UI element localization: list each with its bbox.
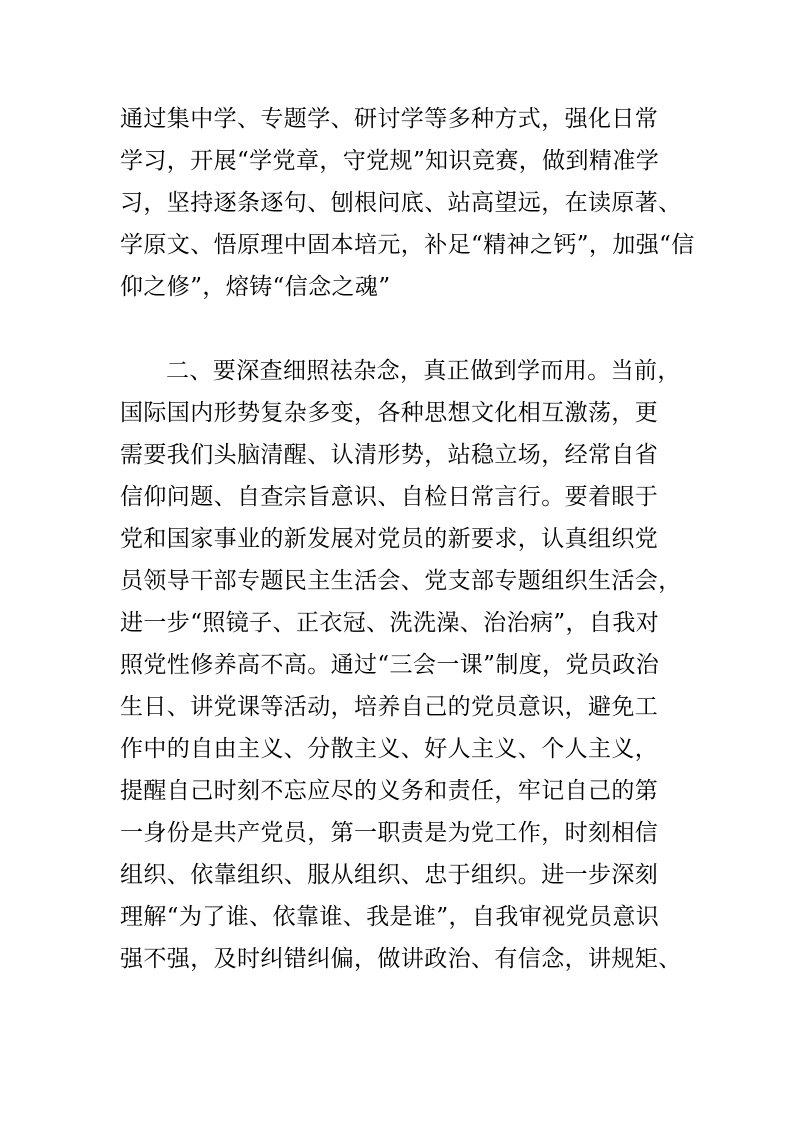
paragraph-line: 提醒自己时刻不忘应尽的义务和责任，牢记自己的第 bbox=[120, 778, 659, 804]
paragraph-line: 党和国家事业的新发展对党员的新要求，认真组织党 bbox=[120, 526, 659, 552]
paragraph-line: 需要我们头脑清醒、认清形势，站稳立场，经常自省 bbox=[120, 442, 659, 468]
paragraph-line: 仰之修”，熔铸“信念之魂” bbox=[120, 274, 391, 300]
paragraph-line: 通过集中学、专题学、研讨学等多种方式，强化日常 bbox=[120, 106, 659, 132]
paragraph-line: 习，坚持逐条逐句、刨根问底、站高望远，在读原著、 bbox=[120, 190, 682, 216]
paragraph-two bbox=[120, 350, 680, 980]
paragraph-line: 照党性修养高不高。通过“三会一课”制度，党员政治 bbox=[120, 652, 660, 678]
paragraph-line: 进一步“照镜子、正衣冠、洗洗澡、治治病”，自我对 bbox=[120, 610, 660, 636]
paragraph-line: 生日、讲党课等活动，培养自己的党员意识，避免工 bbox=[120, 694, 659, 720]
paragraph-line: 国际国内形势复杂多变，各种思想文化相互激荡，更 bbox=[120, 400, 659, 426]
paragraph-line: 学习，开展“学党章，守党规”知识竞赛，做到精准学 bbox=[120, 148, 660, 174]
paragraph-continued bbox=[120, 98, 695, 308]
paragraph-line: 组织、依靠组织、服从组织、忠于组织。进一步深刻 bbox=[120, 862, 659, 888]
paragraph-line: 作中的自由主义、分散主义、好人主义、个人主义， bbox=[120, 736, 659, 762]
paragraph-line: 理解“为了谁、依靠谁、我是谁”，自我审视党员意识 bbox=[120, 904, 660, 930]
paragraph-line: 信仰问题、自查宗旨意识、自检日常言行。要着眼于 bbox=[120, 484, 659, 510]
paragraph-line: 强不强，及时纠错纠偏，做讲政治、有信念，讲规矩、 bbox=[120, 946, 682, 972]
paragraph-first-line: 二、要深查细照祛杂念，真正做到学而用。当前， bbox=[166, 358, 681, 384]
paragraph-line: 一身份是共产党员，第一职责是为党工作，时刻相信 bbox=[120, 820, 659, 846]
paragraph-line: 员领导干部专题民主生活会、党支部专题组织生活会， bbox=[120, 568, 682, 594]
paragraph-line: 学原文、悟原理中固本培元，补足“精神之钙”，加强“信 bbox=[120, 232, 695, 258]
